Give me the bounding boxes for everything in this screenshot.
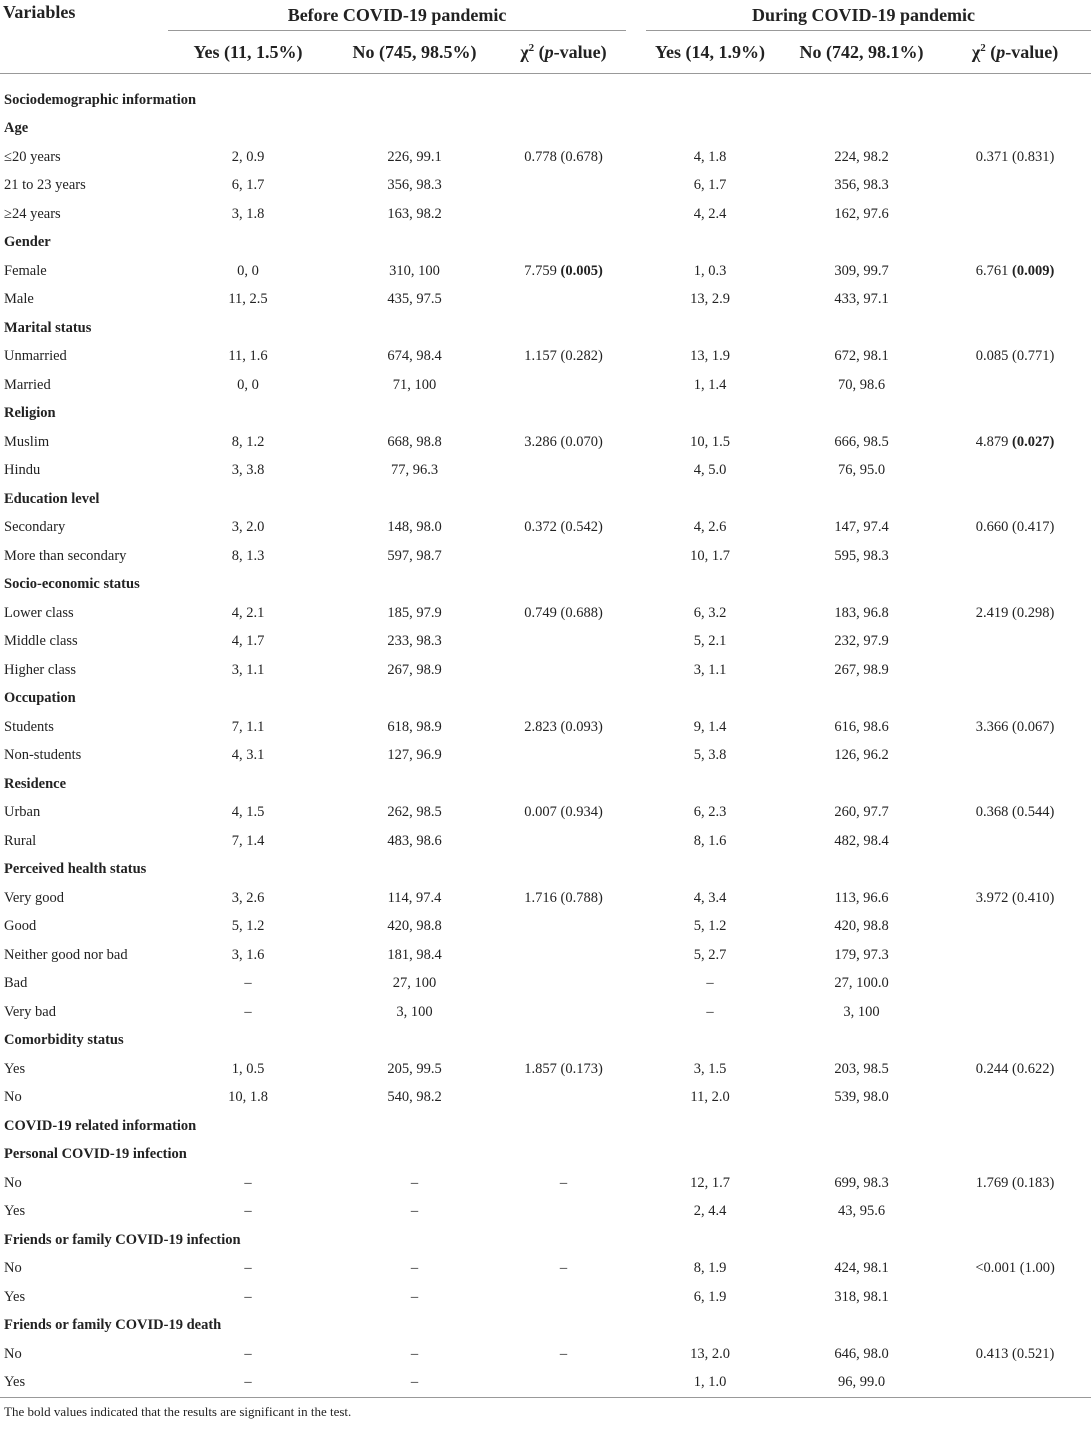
table-row — [0, 1055, 1091, 1084]
cell-before-yes: – — [158, 1369, 338, 1398]
cell-during-yes: 2, 4.4 — [693, 1203, 727, 1220]
cell-during-yes: 4, 5.0 — [693, 462, 727, 479]
cell-during-no: 699, 98.3 — [834, 1174, 889, 1191]
section-label: Education level — [4, 490, 100, 507]
table-row — [0, 1084, 1091, 1113]
cell-during-no: 356, 98.3 — [834, 177, 889, 194]
table-row — [0, 827, 1091, 856]
header-during-group — [636, 0, 1091, 31]
cell-before-no: 127, 96.9 — [387, 747, 442, 764]
cell-before-chi — [491, 1283, 636, 1312]
cell-during-chi — [939, 970, 1091, 999]
cell-before-chi — [491, 371, 636, 400]
cell-before-chi — [491, 913, 636, 942]
cell-before-yes: 11, 1.6 — [228, 348, 268, 365]
cell-during-no: 482, 98.4 — [834, 832, 889, 849]
cell-during-no: 260, 97.7 — [834, 804, 889, 821]
cell-before-yes: 1, 0.5 — [231, 1060, 265, 1077]
table-row — [0, 286, 1091, 315]
cell-during-yes: 1, 1.4 — [693, 376, 727, 393]
section-label: Socio-economic status — [4, 576, 140, 593]
row-label: Secondary — [4, 519, 66, 536]
footnote: The bold values indicated that the results are significant in the test. — [4, 1404, 352, 1419]
cell-during-no: 3, 100 — [843, 1003, 880, 1020]
cell-during-no: 224, 98.2 — [834, 148, 889, 165]
row-label: Male — [4, 291, 34, 308]
section-label: Residence — [4, 775, 67, 792]
section-label: Marital status — [4, 319, 92, 336]
header-row-sub — [0, 31, 1091, 74]
cell-before-chi: 0.778 (0.678) — [524, 148, 603, 165]
row-label: Married — [4, 376, 51, 393]
header-before-label: Before COVID-19 pandemic — [287, 5, 507, 25]
section-row — [0, 485, 1091, 514]
cell-during-yes: 6, 3.2 — [693, 604, 727, 621]
cell-during-no: 595, 98.3 — [834, 547, 889, 564]
cell-before-chi — [491, 941, 636, 970]
cell-during-chi: 0.085 (0.771) — [975, 348, 1055, 365]
cell-before-chi — [491, 1369, 636, 1398]
cell-before-chi: 0.007 (0.934) — [524, 804, 603, 821]
cell-before-chi: – — [559, 1174, 568, 1191]
cell-before-yes: 6, 1.7 — [231, 177, 265, 194]
cell-before-yes: 4, 2.1 — [231, 604, 265, 621]
table-row — [0, 884, 1091, 913]
cell-during-chi — [939, 998, 1091, 1027]
cell-during-yes: 4, 1.8 — [693, 148, 727, 165]
cell-during-yes: 1, 1.0 — [636, 1369, 784, 1398]
cell-during-yes: 10, 1.5 — [690, 433, 730, 450]
table-row — [0, 913, 1091, 942]
cell-before-no: 540, 98.2 — [387, 1089, 442, 1106]
section-row — [0, 770, 1091, 799]
cell-before-yes: – — [244, 1003, 252, 1020]
section-label: Perceived health status — [4, 861, 147, 878]
section-row — [0, 400, 1091, 429]
cell-during-yes: – — [706, 975, 714, 992]
cell-before-no: – — [410, 1345, 419, 1362]
cell-before-chi: 1.716 (0.788) — [524, 889, 603, 906]
cell-during-yes: 10, 1.7 — [690, 547, 730, 564]
section-label: Friends or family COVID-19 infection — [4, 1231, 241, 1248]
cell-during-yes: 6, 2.3 — [693, 804, 727, 821]
table-row — [0, 941, 1091, 970]
cell-during-chi — [939, 941, 1091, 970]
row-label: ≥24 years — [4, 205, 61, 222]
cell-during-yes: 11, 2.0 — [690, 1089, 730, 1106]
section-label: Comorbidity status — [4, 1032, 124, 1049]
cell-before-yes: 0, 0 — [237, 376, 259, 393]
cell-before-no: 435, 97.5 — [387, 291, 442, 308]
cell-during-chi — [939, 827, 1091, 856]
table-row — [0, 1369, 1091, 1398]
cell-before-yes: 3, 1.8 — [231, 205, 265, 222]
cell-before-yes: 3, 1.1 — [231, 661, 265, 678]
cell-during-no: 424, 98.1 — [834, 1260, 889, 1277]
section-label: Age — [4, 120, 29, 137]
cell-before-chi: 1.857 (0.173) — [524, 1060, 603, 1077]
cell-before-yes: – — [244, 1288, 252, 1305]
header-during-yes: Yes (14, 1.9%) — [636, 31, 784, 74]
cell-before-no: – — [410, 1260, 419, 1277]
cell-during-chi: 0.660 (0.417) — [975, 519, 1055, 536]
cell-during-yes: 5, 2.7 — [693, 946, 727, 963]
header-row-groups — [0, 0, 1091, 31]
cell-during-yes: 1, 0.3 — [693, 262, 727, 279]
cell-before-yes: 11, 2.5 — [228, 291, 268, 308]
cell-before-no: 267, 98.9 — [387, 661, 442, 678]
section-label: Sociodemographic information — [4, 91, 197, 108]
cell-during-no: 309, 99.7 — [834, 262, 889, 279]
cell-during-chi — [939, 286, 1091, 315]
cell-before-no: – — [410, 1288, 419, 1305]
section-label: Friends or family COVID-19 death — [4, 1317, 222, 1334]
cell-during-chi — [939, 457, 1091, 486]
row-label: Good — [4, 918, 37, 935]
row-label: Yes — [4, 1203, 26, 1220]
section-row — [0, 314, 1091, 343]
cell-during-no: 539, 98.0 — [834, 1089, 889, 1106]
cell-before-no: 27, 100 — [392, 975, 437, 992]
cell-during-no: 76, 95.0 — [837, 462, 886, 479]
cell-during-chi — [939, 1369, 1091, 1398]
cell-before-yes: 3, 3.8 — [231, 462, 265, 479]
significant-p-value: (0.009) — [1012, 262, 1055, 279]
table-row — [0, 514, 1091, 543]
table-row — [0, 143, 1091, 172]
spacer-row — [0, 74, 1091, 87]
header-before-yes: Yes (11, 1.5%) — [158, 31, 338, 74]
cell-before-yes: – — [244, 1260, 252, 1277]
cell-during-yes: 9, 1.4 — [693, 718, 727, 735]
cell-during-no: 267, 98.9 — [834, 661, 889, 678]
significant-p-value: (0.027) — [1012, 433, 1055, 450]
cell-during-no: 232, 97.9 — [834, 633, 889, 650]
cell-during-chi: 2.419 (0.298) — [975, 604, 1055, 621]
table-row — [0, 1340, 1091, 1369]
cell-before-yes: – — [244, 1203, 252, 1220]
cell-before-chi: 2.823 (0.093) — [524, 718, 603, 735]
table-row — [0, 371, 1091, 400]
table-row — [0, 1198, 1091, 1227]
table-row — [0, 1283, 1091, 1312]
section-row — [0, 856, 1091, 885]
cell-before-yes: 7, 1.1 — [231, 718, 265, 735]
cell-during-no: 43, 95.6 — [837, 1203, 886, 1220]
cell-before-chi — [491, 827, 636, 856]
section-row — [0, 1226, 1091, 1255]
cell-before-chi: – — [559, 1345, 568, 1362]
cell-during-yes: 13, 2.0 — [690, 1345, 730, 1362]
cell-before-yes: – — [244, 1174, 252, 1191]
header-during-chi: $\chi^2$ (p-value) — [939, 31, 1091, 74]
cell-before-chi — [491, 970, 636, 999]
cell-before-chi — [491, 628, 636, 657]
cell-before-chi — [491, 1084, 636, 1113]
cell-during-yes: 13, 1.9 — [690, 348, 730, 365]
section-label: Religion — [4, 405, 56, 422]
cell-during-yes: 8, 1.6 — [693, 832, 727, 849]
table-row — [0, 799, 1091, 828]
cell-during-chi — [939, 913, 1091, 942]
cell-during-chi — [939, 542, 1091, 571]
header-before-no: No (745, 98.5%) — [338, 31, 491, 74]
cell-during-no: 318, 98.1 — [834, 1288, 889, 1305]
cell-during-chi — [939, 371, 1091, 400]
cell-during-yes: 5, 1.2 — [693, 918, 727, 935]
cell-during-chi: 0.413 (0.521) — [975, 1345, 1055, 1362]
section-row — [0, 571, 1091, 600]
cell-during-yes: 8, 1.9 — [693, 1260, 727, 1277]
row-label: No — [4, 1345, 22, 1362]
cell-before-chi — [491, 286, 636, 315]
cell-before-yes: 8, 1.3 — [231, 547, 265, 564]
cell-before-yes: 8, 1.2 — [231, 433, 265, 450]
table-row — [0, 599, 1091, 628]
row-label: Urban — [4, 804, 41, 821]
section-label: Gender — [4, 234, 51, 251]
cell-before-no: 420, 98.8 — [387, 918, 442, 935]
section-label: Occupation — [4, 690, 76, 707]
cell-during-no: 27, 100.0 — [834, 975, 889, 992]
row-label: More than secondary — [4, 547, 127, 564]
cell-during-yes: 4, 3.4 — [693, 889, 727, 906]
row-label: Bad — [4, 975, 28, 992]
cell-during-chi — [939, 1084, 1091, 1113]
significant-p-value: (0.005) — [560, 262, 603, 279]
cell-during-chi — [939, 1198, 1091, 1227]
cell-before-no: 205, 99.5 — [387, 1060, 442, 1077]
cell-before-yes: 4, 3.1 — [231, 747, 265, 764]
cell-during-chi — [939, 628, 1091, 657]
cell-during-yes: 13, 2.9 — [690, 291, 730, 308]
table-row — [0, 257, 1091, 286]
cell-during-yes: 3, 1.5 — [693, 1060, 727, 1077]
cell-during-chi: 0.368 (0.544) — [975, 804, 1055, 821]
cell-before-no: 163, 98.2 — [387, 205, 442, 222]
cell-during-yes: 5, 2.1 — [693, 633, 727, 650]
cell-during-chi: <0.001 (1.00) — [975, 1260, 1055, 1277]
cell-before-no: 185, 97.9 — [387, 604, 442, 621]
cell-before-chi — [491, 656, 636, 685]
cell-during-chi: 4.879 (0.027) — [975, 433, 1055, 450]
row-label: Female — [4, 262, 47, 279]
row-label: Hindu — [4, 462, 41, 479]
cell-before-chi: 0.749 (0.688) — [524, 604, 603, 621]
section-row — [0, 1027, 1091, 1056]
cell-before-no: 618, 98.9 — [387, 718, 442, 735]
cell-before-yes: – — [244, 1345, 252, 1362]
section-label: COVID-19 related information — [4, 1117, 197, 1134]
cell-before-no: 71, 100 — [392, 376, 437, 393]
cell-before-no: 668, 98.8 — [387, 433, 442, 450]
cell-before-no: 114, 97.4 — [387, 889, 442, 906]
cell-during-chi — [939, 656, 1091, 685]
table-row — [0, 742, 1091, 771]
cell-before-no: – — [410, 1203, 419, 1220]
row-label: No — [4, 1174, 22, 1191]
cell-during-chi — [939, 1283, 1091, 1312]
table-row — [0, 428, 1091, 457]
section-row — [0, 685, 1091, 714]
cell-before-no: 597, 98.7 — [387, 547, 442, 564]
cell-before-no: 233, 98.3 — [387, 633, 442, 650]
cell-before-chi — [491, 742, 636, 771]
cell-during-chi — [939, 200, 1091, 229]
cell-during-no: 162, 97.6 — [834, 205, 889, 222]
table-row — [0, 200, 1091, 229]
cell-before-chi — [491, 998, 636, 1027]
cell-before-no: 148, 98.0 — [387, 519, 442, 536]
cell-before-yes: 3, 2.0 — [231, 519, 265, 536]
cell-before-yes: 7, 1.4 — [231, 832, 265, 849]
cell-during-chi: 1.769 (0.183) — [975, 1174, 1055, 1191]
cell-during-yes: 12, 1.7 — [690, 1174, 730, 1191]
header-during-label: During COVID-19 pandemic — [752, 5, 976, 25]
row-label: ≤20 years — [4, 148, 61, 165]
row-label: Non-students — [4, 747, 82, 764]
cell-before-no: 181, 98.4 — [387, 946, 442, 963]
cell-before-chi: – — [559, 1260, 568, 1277]
table-row — [0, 628, 1091, 657]
cell-before-no: 356, 98.3 — [387, 177, 442, 194]
cell-during-yes: – — [706, 1003, 714, 1020]
row-label: Students — [4, 718, 54, 735]
cell-before-chi: 0.372 (0.542) — [524, 519, 603, 536]
header-during-no: No (742, 98.1%) — [784, 31, 939, 74]
table-row — [0, 656, 1091, 685]
cell-before-chi — [491, 200, 636, 229]
cell-before-yes: 10, 1.8 — [228, 1089, 268, 1106]
cell-before-no: 483, 98.6 — [387, 832, 442, 849]
cell-before-yes: 4, 1.7 — [231, 633, 265, 650]
row-label: Very good — [4, 889, 65, 906]
section-row — [0, 115, 1091, 144]
cell-during-chi: 0.371 (0.831) — [975, 148, 1055, 165]
cell-before-chi: 1.157 (0.282) — [524, 348, 603, 365]
cell-during-chi — [939, 172, 1091, 201]
cell-before-chi: 3.286 (0.070) — [524, 433, 603, 450]
cell-during-no: 179, 97.3 — [834, 946, 889, 963]
row-label: Yes — [4, 1060, 26, 1077]
cell-before-no: 3, 100 — [396, 1003, 433, 1020]
cell-before-yes: 0, 0 — [237, 262, 259, 279]
row-label: Higher class — [4, 661, 77, 678]
cell-during-no: 646, 98.0 — [834, 1345, 889, 1362]
table-row — [0, 970, 1091, 999]
table-row — [0, 172, 1091, 201]
cell-during-chi — [939, 742, 1091, 771]
section-row — [0, 1141, 1091, 1170]
cell-during-chi: 6.761 (0.009) — [975, 262, 1055, 279]
cell-before-yes: – — [244, 975, 252, 992]
cell-during-chi: 3.972 (0.410) — [975, 889, 1055, 906]
cell-before-no: 262, 98.5 — [387, 804, 442, 821]
section-row — [0, 229, 1091, 258]
cell-during-chi: 3.366 (0.067) — [975, 718, 1055, 735]
cell-during-no: 666, 98.5 — [834, 433, 889, 450]
cell-before-no: 310, 100 — [389, 262, 440, 279]
cell-during-yes: 4, 2.6 — [693, 519, 727, 536]
row-label: Very bad — [4, 1003, 56, 1020]
cell-before-no: 226, 99.1 — [387, 148, 442, 165]
cell-before-chi: 7.759 (0.005) — [524, 262, 603, 279]
cell-before-chi — [491, 172, 636, 201]
cell-during-yes: 5, 3.8 — [693, 747, 727, 764]
cell-during-yes: 6, 1.9 — [693, 1288, 727, 1305]
cell-before-chi — [491, 542, 636, 571]
table-row — [0, 1255, 1091, 1284]
cell-during-yes: 4, 2.4 — [693, 205, 727, 222]
table-row — [0, 542, 1091, 571]
header-blank — [0, 31, 158, 74]
cell-during-no: 433, 97.1 — [834, 291, 889, 308]
row-label: No — [4, 1089, 22, 1106]
cell-before-yes: 3, 2.6 — [231, 889, 265, 906]
cell-during-yes: 3, 1.1 — [693, 661, 727, 678]
section-row — [0, 86, 1091, 115]
table-row — [0, 998, 1091, 1027]
cell-before-chi — [491, 457, 636, 486]
cell-before-chi — [491, 1198, 636, 1227]
section-label: Personal COVID-19 infection — [4, 1146, 187, 1163]
row-label: Yes — [4, 1288, 26, 1305]
cell-during-no: 616, 98.6 — [834, 718, 889, 735]
cell-during-no: 126, 96.2 — [834, 747, 889, 764]
header-before-chi: $\chi^2$ (p-value) — [491, 31, 636, 74]
row-label: Yes — [0, 1369, 158, 1398]
row-label: No — [4, 1260, 22, 1277]
cell-during-no: 96, 99.0 — [784, 1369, 939, 1398]
cell-before-yes: 4, 1.5 — [231, 804, 265, 821]
table-body — [0, 74, 1091, 1398]
row-label: Unmarried — [4, 348, 67, 365]
cell-during-yes: 6, 1.7 — [693, 177, 727, 194]
cell-before-no: 77, 96.3 — [390, 462, 439, 479]
table-row — [0, 1169, 1091, 1198]
cell-before-no: – — [338, 1369, 491, 1398]
row-label: Lower class — [4, 604, 74, 621]
section-row — [0, 1112, 1091, 1141]
header-before-group — [158, 0, 636, 31]
cell-before-yes: 5, 1.2 — [231, 918, 265, 935]
cell-during-no: 183, 96.8 — [834, 604, 889, 621]
cell-during-no: 420, 98.8 — [834, 918, 889, 935]
table-row — [0, 343, 1091, 372]
row-label: Muslim — [4, 433, 50, 450]
cell-during-no: 70, 98.6 — [837, 376, 886, 393]
cell-during-chi: 0.244 (0.622) — [975, 1060, 1055, 1077]
header-variables: Variables — [3, 2, 76, 22]
cell-during-no: 672, 98.1 — [834, 348, 889, 365]
row-label: 21 to 23 years — [4, 177, 86, 194]
table-row — [0, 713, 1091, 742]
row-label: Rural — [4, 832, 37, 849]
cell-during-no: 113, 96.6 — [834, 889, 889, 906]
row-label: Neither good nor bad — [4, 946, 128, 963]
section-row — [0, 1312, 1091, 1341]
cell-before-no: – — [410, 1174, 419, 1191]
cell-during-no: 203, 98.5 — [834, 1060, 889, 1077]
table-row — [0, 457, 1091, 486]
cell-during-no: 147, 97.4 — [834, 519, 889, 536]
cell-before-no: 674, 98.4 — [387, 348, 442, 365]
cell-before-yes: 3, 1.6 — [231, 946, 265, 963]
row-label: Middle class — [4, 633, 78, 650]
cell-before-yes: 2, 0.9 — [231, 148, 265, 165]
